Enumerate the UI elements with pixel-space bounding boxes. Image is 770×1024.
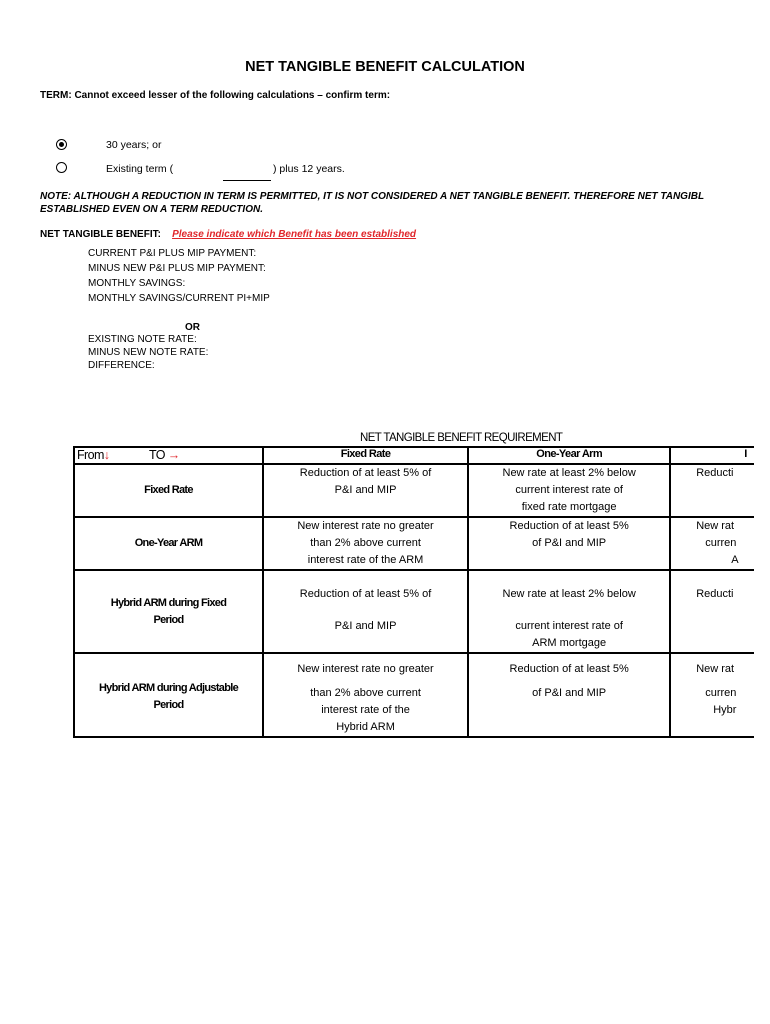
table-row xyxy=(74,517,769,570)
row-label-line: Hybrid ARM during Fixed xyxy=(110,596,227,609)
table-header-row xyxy=(74,447,769,464)
row-label-fixed-rate xyxy=(74,464,263,517)
right-arrow-icon: → xyxy=(167,448,180,462)
cell-line: New rate at least 2% below xyxy=(502,588,636,600)
row-label-hybrid-adjustable xyxy=(74,653,263,737)
row-label-line: Hybrid ARM during Adjustable xyxy=(98,682,239,694)
cell-line: of P&I and MIP xyxy=(532,537,607,549)
cell-hybridadj-to-fixed xyxy=(263,653,468,737)
cell-line: Hybrid ARM xyxy=(336,721,395,733)
cell-line: Reduction of at least 5% of xyxy=(299,588,432,600)
column-header-one-year-arm: One-Year Arm xyxy=(468,447,670,464)
new-note-rate-label: MINUS NEW NOTE RATE: xyxy=(88,347,209,358)
row-label-line: Period xyxy=(153,699,184,711)
option-30-years-label: 30 years; or xyxy=(106,139,162,151)
cell-line: New interest rate no greater xyxy=(297,520,434,532)
row-label-line: Fixed Rate xyxy=(144,484,193,496)
cell-hybridfixed-to-fixed xyxy=(263,570,468,653)
cell-line: ARM mortgage xyxy=(532,637,607,649)
ntb-label: NET TANGIBLE BENEFIT: xyxy=(40,229,161,240)
option-existing-term-label-end: ) plus 12 years. xyxy=(273,163,345,175)
cell-fixed-to-arm xyxy=(468,464,670,517)
ntb-instruction: Please indicate which Benefit has been established xyxy=(172,229,417,240)
cell-line: curren xyxy=(705,537,737,549)
cell-line: Reduction of at least 5% xyxy=(509,520,629,532)
cell-line: Reducti xyxy=(696,467,734,479)
existing-note-rate-label: EXISTING NOTE RATE: xyxy=(88,334,197,345)
table-row xyxy=(74,570,769,653)
cell-line: than 2% above current xyxy=(310,537,421,549)
cell-hybridadj-to-arm xyxy=(468,653,670,737)
row-label-hybrid-fixed xyxy=(74,570,263,653)
cell-line: A xyxy=(731,554,739,566)
cell-line: of P&I and MIP xyxy=(532,687,607,699)
option-existing-term-label-start: Existing term ( xyxy=(106,163,174,175)
from-label: From xyxy=(77,448,104,462)
cell-line: P&I and MIP xyxy=(334,484,397,496)
table-row xyxy=(74,653,769,737)
cell-line: current interest rate of xyxy=(515,620,623,632)
cell-line: Reduction of at least 5% of xyxy=(299,467,432,479)
row-label-line: One-Year ARM xyxy=(134,537,203,549)
radio-existing-term[interactable] xyxy=(56,162,67,173)
table-caption: NET TANGIBLE BENEFIT REQUIREMENT xyxy=(360,432,563,444)
down-arrow-icon: ↓ xyxy=(103,448,110,462)
table-row xyxy=(74,464,769,517)
cell-line: interest rate of the ARM xyxy=(307,554,424,566)
from-to-header xyxy=(74,447,263,464)
monthly-savings-label: MONTHLY SAVINGS: xyxy=(88,278,186,289)
note-line-2: ESTABLISHED EVEN ON A TERM REDUCTION. xyxy=(40,203,263,215)
term-heading: TERM: Cannot exceed lesser of the following calculations – confirm term: xyxy=(40,90,391,101)
cell-line: than 2% above current xyxy=(310,687,421,699)
cell-line: Hybr xyxy=(713,704,737,716)
ntb-requirement-table xyxy=(73,446,770,738)
cell-line: curren xyxy=(705,687,737,699)
new-payment-label: MINUS NEW P&I PLUS MIP PAYMENT: xyxy=(88,263,266,274)
cell-line: New rat xyxy=(696,520,735,532)
cell-line: P&I and MIP xyxy=(334,620,397,632)
savings-ratio-label: MONTHLY SAVINGS/CURRENT PI+MIP xyxy=(88,293,270,304)
page-right-margin xyxy=(754,0,770,1024)
cell-line: fixed rate mortgage xyxy=(521,501,617,513)
cell-arm-to-arm xyxy=(468,517,670,570)
cell-line: New rat xyxy=(696,663,735,675)
cell-line: current interest rate of xyxy=(515,484,623,496)
radio-30-years[interactable] xyxy=(56,139,67,150)
radio-selected-dot xyxy=(59,142,64,147)
cell-line: New rate at least 2% below xyxy=(502,467,636,479)
page-title: NET TANGIBLE BENEFIT CALCULATION xyxy=(245,59,525,75)
current-payment-label: CURRENT P&I PLUS MIP PAYMENT: xyxy=(88,248,257,259)
cell-line: interest rate of the xyxy=(321,704,410,716)
note-line-1: NOTE: ALTHOUGH A REDUCTION IN TERM IS PERMITTED, IT IS NOT CONSIDERED A NET TANGIBLE BENEFIT. THEREFORE NET TANGIBL xyxy=(40,191,705,202)
difference-label: DIFFERENCE: xyxy=(88,360,155,371)
row-label-line: Period xyxy=(153,613,184,626)
cell-arm-to-fixed xyxy=(263,517,468,570)
existing-term-input[interactable] xyxy=(223,167,271,181)
or-label: OR xyxy=(185,322,200,333)
ntb-row xyxy=(40,229,416,240)
column-header-hybrid-truncated: I xyxy=(670,447,769,464)
cell-line: Reduction of at least 5% xyxy=(509,663,629,675)
cell-line: New interest rate no greater xyxy=(297,663,434,675)
to-label: TO xyxy=(148,448,165,462)
cell-line: Reducti xyxy=(696,588,734,600)
cell-fixed-to-fixed xyxy=(263,464,468,517)
cell-hybridfixed-to-arm xyxy=(468,570,670,653)
column-header-fixed-rate: Fixed Rate xyxy=(263,447,468,464)
term-reduction-note xyxy=(40,191,755,216)
row-label-one-year-arm xyxy=(74,517,263,570)
